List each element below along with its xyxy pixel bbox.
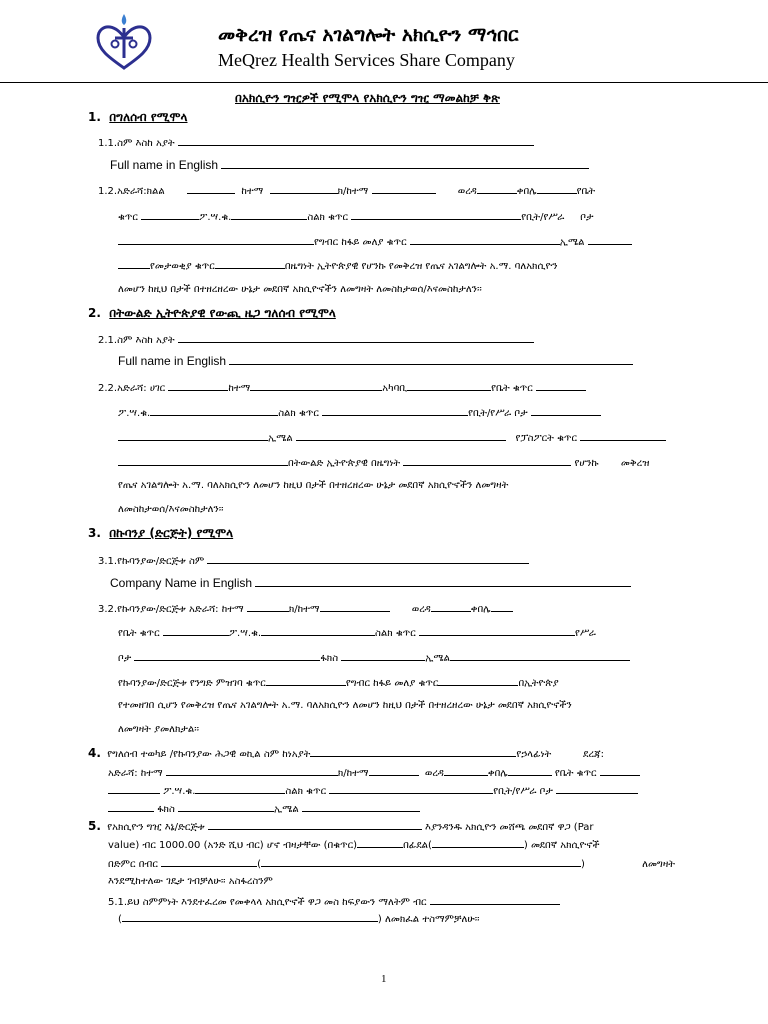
s2-full-name-row: 2.1.ስም እስከ አያት [98,333,534,346]
s1-tin-row: የግብር ከፋይ መለያ ቁጥር ኢሜል [118,235,632,248]
s3-pobox-field[interactable] [261,626,375,636]
s2-english-name-field[interactable] [229,355,633,365]
s3-contact-row: የቤት ቁጥር ፖ.ሣ.ቁ. ስልክ ቁጥር የሥራ [118,628,596,639]
s1-english-name-row: Full name in English [110,158,589,172]
s1-english-name-field[interactable] [221,159,589,169]
s5-payment-words-row: ( ) ለመክፈል ተስማምቻለሁ፡፡ [118,914,480,925]
s3-reg-field[interactable] [266,676,346,686]
s2-region-field[interactable] [407,381,491,391]
s5-shares-number-field[interactable] [357,838,403,848]
s3-work-place-field[interactable] [134,651,320,661]
s5-payment-words-field[interactable] [122,912,378,922]
s1-id-row: የመታወቂያ ቁጥር በዜግነት ኢትዮጵያዊ የሆንኩ የመቅረዝ የጤና አገልግሎት አ.ማ. ባለአክሲዮን [118,259,557,272]
s3-company-name-row: 3.1.የኩባንያው/ድርጅቱ ስም [98,554,529,567]
s4-contact-row: ፖ.ሣ.ቁ. ስልክ ቁጥር የቢት/የሥራ ቦታ [108,784,638,797]
org-name-english: MeQrez Health Services Share Company [218,50,515,70]
s1-id-field[interactable] [215,259,285,269]
s3-city-field[interactable] [247,602,289,612]
s5-payment-field[interactable] [430,895,560,905]
s2-cert-field[interactable] [118,456,288,466]
s2-declaration: የጤና አገልግሎት አ.ማ. ባለአክሲዮን ለመሆን ከዚህ በታች በተዘረዘረው ሁኔታ መደበኛ አክሲዮኖችን ለመግዛት [118,480,509,491]
s2-work-place-cont-field[interactable] [118,431,268,441]
s5-payment-row: 5.1.ይህ ስምምነት እንደተፈረመ የመቀላላ አክሲዮኖች ዋጋ መስ ከፍያውን ማለትም ብር [108,895,560,908]
section-1-heading: 1. በግለሰብ የሚሞላ [88,110,188,124]
s2-passport-field[interactable] [580,431,666,441]
s4-representative-field[interactable] [310,747,516,757]
s5-par-value-row: value) ብር 1000.00 (አንድ ሺህ ብር) ሆኖ ብዛታቸው (በቁጥር) በፊደል( ) መደበኛ አክሲዮኖች [108,840,600,851]
s3-address-row: 3.2.የኩባንያው/ድርጅቱ አድራሻ: ከተማ ክ/ከተማ ወረዳ ቀበሌ [98,602,513,615]
s1-woreda-field[interactable] [477,184,517,194]
org-name-amharic: መቅረዝ የጤና አገልግሎት አክሲዮን ማኅበር [218,24,519,46]
s3-kebele-field[interactable] [491,602,513,612]
s5-purchase-row: 5. የአክሲዮን ግዢ እኔ/ድርጅቱ እያንዳንዱ አክሲዮን መሸጫ መደበኛ ዋጋ (Par [88,819,594,833]
s4-address-row: አድራሻ: ከተማ ክ/ከተማ ወረዳ ቀበሌ የቤት ቁጥር [108,766,640,779]
s2-house-no-field[interactable] [536,381,586,391]
section-2-heading: 2. በትውልድ ኢትዮጵያዊ የውጪ ዜጋ ግለሰብ የሚሞላ [88,306,336,320]
s5-total-field[interactable] [161,857,257,867]
s3-subcity-field[interactable] [320,602,390,612]
s4-subcity-field[interactable] [369,766,419,776]
s1-region-field[interactable] [187,184,235,194]
s1-email-field[interactable] [588,235,632,245]
s3-fax-field[interactable] [341,651,425,661]
page-number: 1 [381,973,387,985]
s4-fax-field[interactable] [178,802,274,812]
s1-work-place-field[interactable] [118,235,314,245]
section-3-heading: 3. በኩባንያ (ድርጅት) የሚሞላ [88,526,234,540]
s1-full-name-field[interactable] [178,136,534,146]
s1-email-cont-field[interactable] [118,259,150,269]
header-divider [0,82,768,83]
s5-total-words-field[interactable] [261,857,581,867]
s3-english-name-field[interactable] [255,577,631,587]
s4-kebele-field[interactable] [508,766,552,776]
s2-phone-field[interactable] [322,406,468,416]
s1-full-name-row: 1.1.ስም እስከ አያት [98,136,534,149]
s4-work-place-field[interactable] [556,784,638,794]
s2-email-row: ኢሜል የፓስፖርት ቁጥር [118,431,666,444]
form-title: በአክሲዮን ግዢዎች የሚሞላ የአክሲዮን ግዢ ማመልከቻ ቅጽ [235,91,500,105]
s2-cert-row: በትውልድ ኢትዮጵያዊ በዜግነት የሆንኩ መቅረዝ [118,456,649,469]
meqrez-logo [92,10,156,74]
s4-representative-row: 4. የግለሰብ ተወካይ /የኩባንያው ሕጋዊ ወኪል ስም ከነአያት የኃላፊነት ደረጃ: [88,746,605,760]
s3-house-no-field[interactable] [163,626,229,636]
s2-country-field[interactable] [168,381,228,391]
s4-woreda-field[interactable] [444,766,488,776]
s3-phone-field[interactable] [419,626,575,636]
s2-full-name-field[interactable] [178,333,534,343]
s2-nationality-field[interactable] [403,456,571,466]
s5-obligation: እንደሚከተለው ገዴታ ገብቻለሁ፡፡ አስፋረስንም [108,876,273,887]
s4-house-no-cont-field[interactable] [108,784,160,794]
s2-english-name-row: Full name in English [118,354,633,368]
s2-pobox-field[interactable] [150,406,278,416]
s1-address-row: 1.2.አድራሻ:ክልል ከተማ ክ/ከተማ ወረዳ ቀበሌ የቤት [98,186,596,197]
s3-tin-field[interactable] [438,676,518,686]
s3-english-name-row: Company Name in English [110,576,631,590]
s4-work-place-cont-field[interactable] [108,802,154,812]
s4-house-no-field[interactable] [600,766,640,776]
s3-fax-row: ቦታ ፋክስ ኢሜል [118,651,630,664]
s1-contact-row: ቁጥር ፖ.ሣ.ቁ. ስልክ ቁጥር የቢት/የሥራ ቦታ [118,212,594,223]
s4-fax-row: ፋክስ ኢሜል [108,802,420,815]
s1-tin-field[interactable] [410,235,560,245]
s1-pobox-field[interactable] [231,210,307,220]
s1-subcity-field[interactable] [372,184,436,194]
s4-email-field[interactable] [302,802,420,812]
s2-email-field[interactable] [296,431,506,441]
s3-registration-row: የኩባንያው/ድርጅቱ የንግድ ምዝገባ ቁጥር የግብር ከፋይ መለያ ቁጥር በኢትዮጵያ [118,678,559,689]
s1-phone-field[interactable] [351,210,521,220]
s3-woreda-field[interactable] [431,602,471,612]
s3-declaration-end: ለመግዛት ያመለክታል፡፡ [118,724,199,735]
s3-company-name-field[interactable] [207,554,529,564]
s2-contact-row: ፖ.ሣ.ቁ. ስልክ ቁጥር የቢት/የሥራ ቦታ [118,406,601,419]
s2-work-place-field[interactable] [531,406,601,416]
s2-declaration-end: ለመስከታወሰ/እናመስከታለን፡፡ [118,504,224,515]
s4-phone-field[interactable] [329,784,493,794]
s5-shares-words-field[interactable] [432,838,524,848]
s1-city-field[interactable] [270,184,338,194]
s5-buyer-field[interactable] [208,820,422,830]
s2-city-field[interactable] [250,381,382,391]
s4-pobox-field[interactable] [195,784,285,794]
s5-total-row: በድምር በብር ( ) ለመግዛት [108,859,676,870]
s1-house-no-field[interactable] [141,210,199,220]
s1-declaration: ለመሆን ከዚህ በታች በተዘረዘረው ሁኔታ መደበኛ አክሲዮኖችን ለመግዛት ለመስከታወሰ/እናመስከታለን፡፡ [118,284,482,295]
s1-kebele-field[interactable] [537,184,577,194]
s4-city-field[interactable] [166,766,338,776]
s3-email-field[interactable] [450,651,630,661]
s3-declaration: የተመዘገበ ሲሆን የመቅረዝ የጤና አገልግሎት አ.ማ. ባለአክሲዮን ለመሆን ከዚህ በታች በተዘረዘረው ሁኔታ መደበኛ አክሲዮኖችን [118,700,572,711]
s2-address-row: 2.2.አድራሻ: ሀገር ከተማ አካባቢ የቤት ቁጥር [98,381,586,394]
